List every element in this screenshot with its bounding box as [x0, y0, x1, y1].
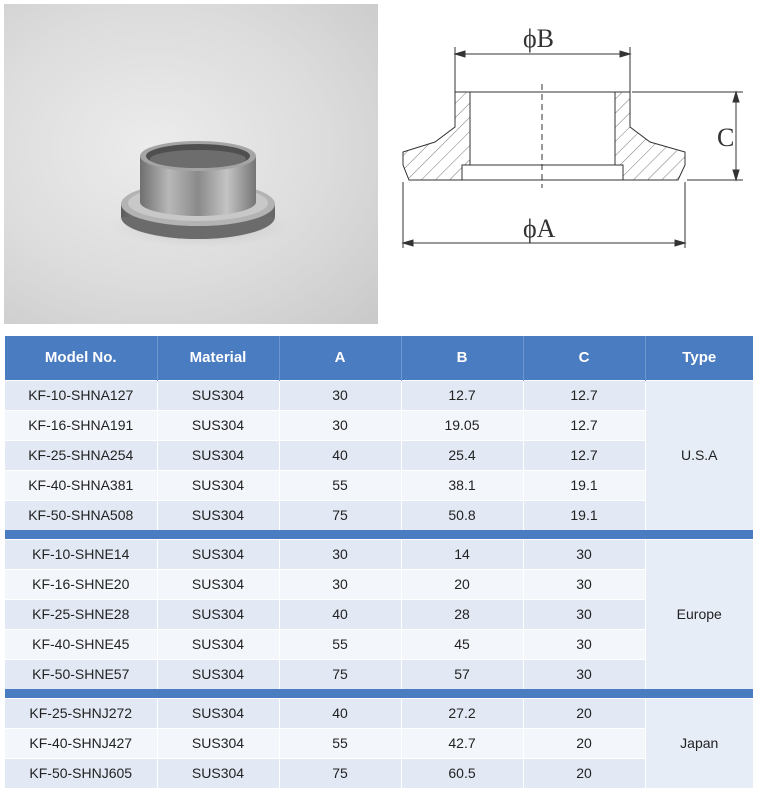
material-cell: SUS304	[157, 728, 279, 758]
c-cell: 12.7	[523, 410, 645, 440]
table-row	[5, 539, 753, 569]
b-cell: 19.05	[401, 410, 523, 440]
c-cell: 12.7	[523, 440, 645, 470]
b-cell: 20	[401, 569, 523, 599]
table-row	[5, 470, 753, 500]
model-cell: KF-25-SHNJ272	[5, 698, 157, 728]
material-cell: SUS304	[157, 500, 279, 530]
header-type: Type	[645, 336, 753, 380]
material-cell: SUS304	[157, 599, 279, 629]
table-row	[5, 728, 753, 758]
table-row	[5, 659, 753, 689]
c-cell: 19.1	[523, 470, 645, 500]
c-cell: 30	[523, 539, 645, 569]
table-row	[5, 599, 753, 629]
a-cell: 75	[279, 500, 401, 530]
flange-ferrule-image	[4, 4, 378, 324]
model-cell: KF-50-SHNE57	[5, 659, 157, 689]
c-cell: 20	[523, 758, 645, 788]
type-cell-europe: Europe	[645, 539, 753, 689]
table-row	[5, 569, 753, 599]
material-cell: SUS304	[157, 758, 279, 788]
model-cell: KF-50-SHNJ605	[5, 758, 157, 788]
model-cell: KF-25-SHNE28	[5, 599, 157, 629]
b-cell: 14	[401, 539, 523, 569]
table-row	[5, 380, 753, 410]
b-cell: 28	[401, 599, 523, 629]
table-row	[5, 698, 753, 728]
model-cell: KF-25-SHNA254	[5, 440, 157, 470]
header-b: B	[401, 336, 523, 380]
b-cell: 12.7	[401, 380, 523, 410]
a-cell: 55	[279, 728, 401, 758]
a-cell: 75	[279, 758, 401, 788]
table-row	[5, 758, 753, 788]
a-cell: 40	[279, 599, 401, 629]
material-cell: SUS304	[157, 698, 279, 728]
b-cell: 38.1	[401, 470, 523, 500]
product-photo	[4, 4, 378, 324]
a-cell: 40	[279, 698, 401, 728]
group-separator	[5, 530, 753, 539]
table-row	[5, 500, 753, 530]
a-cell: 40	[279, 440, 401, 470]
a-cell: 30	[279, 380, 401, 410]
table-row	[5, 629, 753, 659]
a-cell: 30	[279, 569, 401, 599]
group-separator	[5, 689, 753, 698]
b-cell: 50.8	[401, 500, 523, 530]
model-cell: KF-10-SHNA127	[5, 380, 157, 410]
material-cell: SUS304	[157, 380, 279, 410]
model-cell: KF-16-SHNA191	[5, 410, 157, 440]
material-cell: SUS304	[157, 659, 279, 689]
model-cell: KF-10-SHNE14	[5, 539, 157, 569]
b-cell: 42.7	[401, 728, 523, 758]
c-cell: 20	[523, 728, 645, 758]
header-c: C	[523, 336, 645, 380]
c-cell: 30	[523, 659, 645, 689]
type-cell-usa: U.S.A	[645, 380, 753, 530]
material-cell: SUS304	[157, 440, 279, 470]
a-cell: 75	[279, 659, 401, 689]
a-cell: 30	[279, 539, 401, 569]
table-row	[5, 440, 753, 470]
header-a: A	[279, 336, 401, 380]
a-cell: 55	[279, 470, 401, 500]
model-cell: KF-40-SHNJ427	[5, 728, 157, 758]
model-cell: KF-16-SHNE20	[5, 569, 157, 599]
a-cell: 55	[279, 629, 401, 659]
c-cell: 19.1	[523, 500, 645, 530]
c-cell: 12.7	[523, 380, 645, 410]
model-cell: KF-40-SHNA381	[5, 470, 157, 500]
header-material: Material	[157, 336, 279, 380]
spec-table	[5, 336, 753, 788]
c-cell: 20	[523, 698, 645, 728]
material-cell: SUS304	[157, 410, 279, 440]
type-cell-japan: Japan	[645, 698, 753, 788]
c-cell: 30	[523, 629, 645, 659]
dimension-b-label: ϕB	[523, 24, 555, 53]
table-header	[5, 336, 753, 380]
table-row	[5, 410, 753, 440]
model-cell: KF-50-SHNA508	[5, 500, 157, 530]
b-cell: 45	[401, 629, 523, 659]
dimension-a-label: ϕA	[523, 214, 556, 243]
c-cell: 30	[523, 569, 645, 599]
b-cell: 57	[401, 659, 523, 689]
b-cell: 25.4	[401, 440, 523, 470]
b-cell: 27.2	[401, 698, 523, 728]
header-model: Model No.	[5, 336, 157, 380]
a-cell: 30	[279, 410, 401, 440]
material-cell: SUS304	[157, 629, 279, 659]
material-cell: SUS304	[157, 470, 279, 500]
dimension-c-label: C	[717, 123, 735, 152]
b-cell: 60.5	[401, 758, 523, 788]
material-cell: SUS304	[157, 539, 279, 569]
c-cell: 30	[523, 599, 645, 629]
technical-drawing	[395, 22, 750, 272]
material-cell: SUS304	[157, 569, 279, 599]
model-cell: KF-40-SHNE45	[5, 629, 157, 659]
